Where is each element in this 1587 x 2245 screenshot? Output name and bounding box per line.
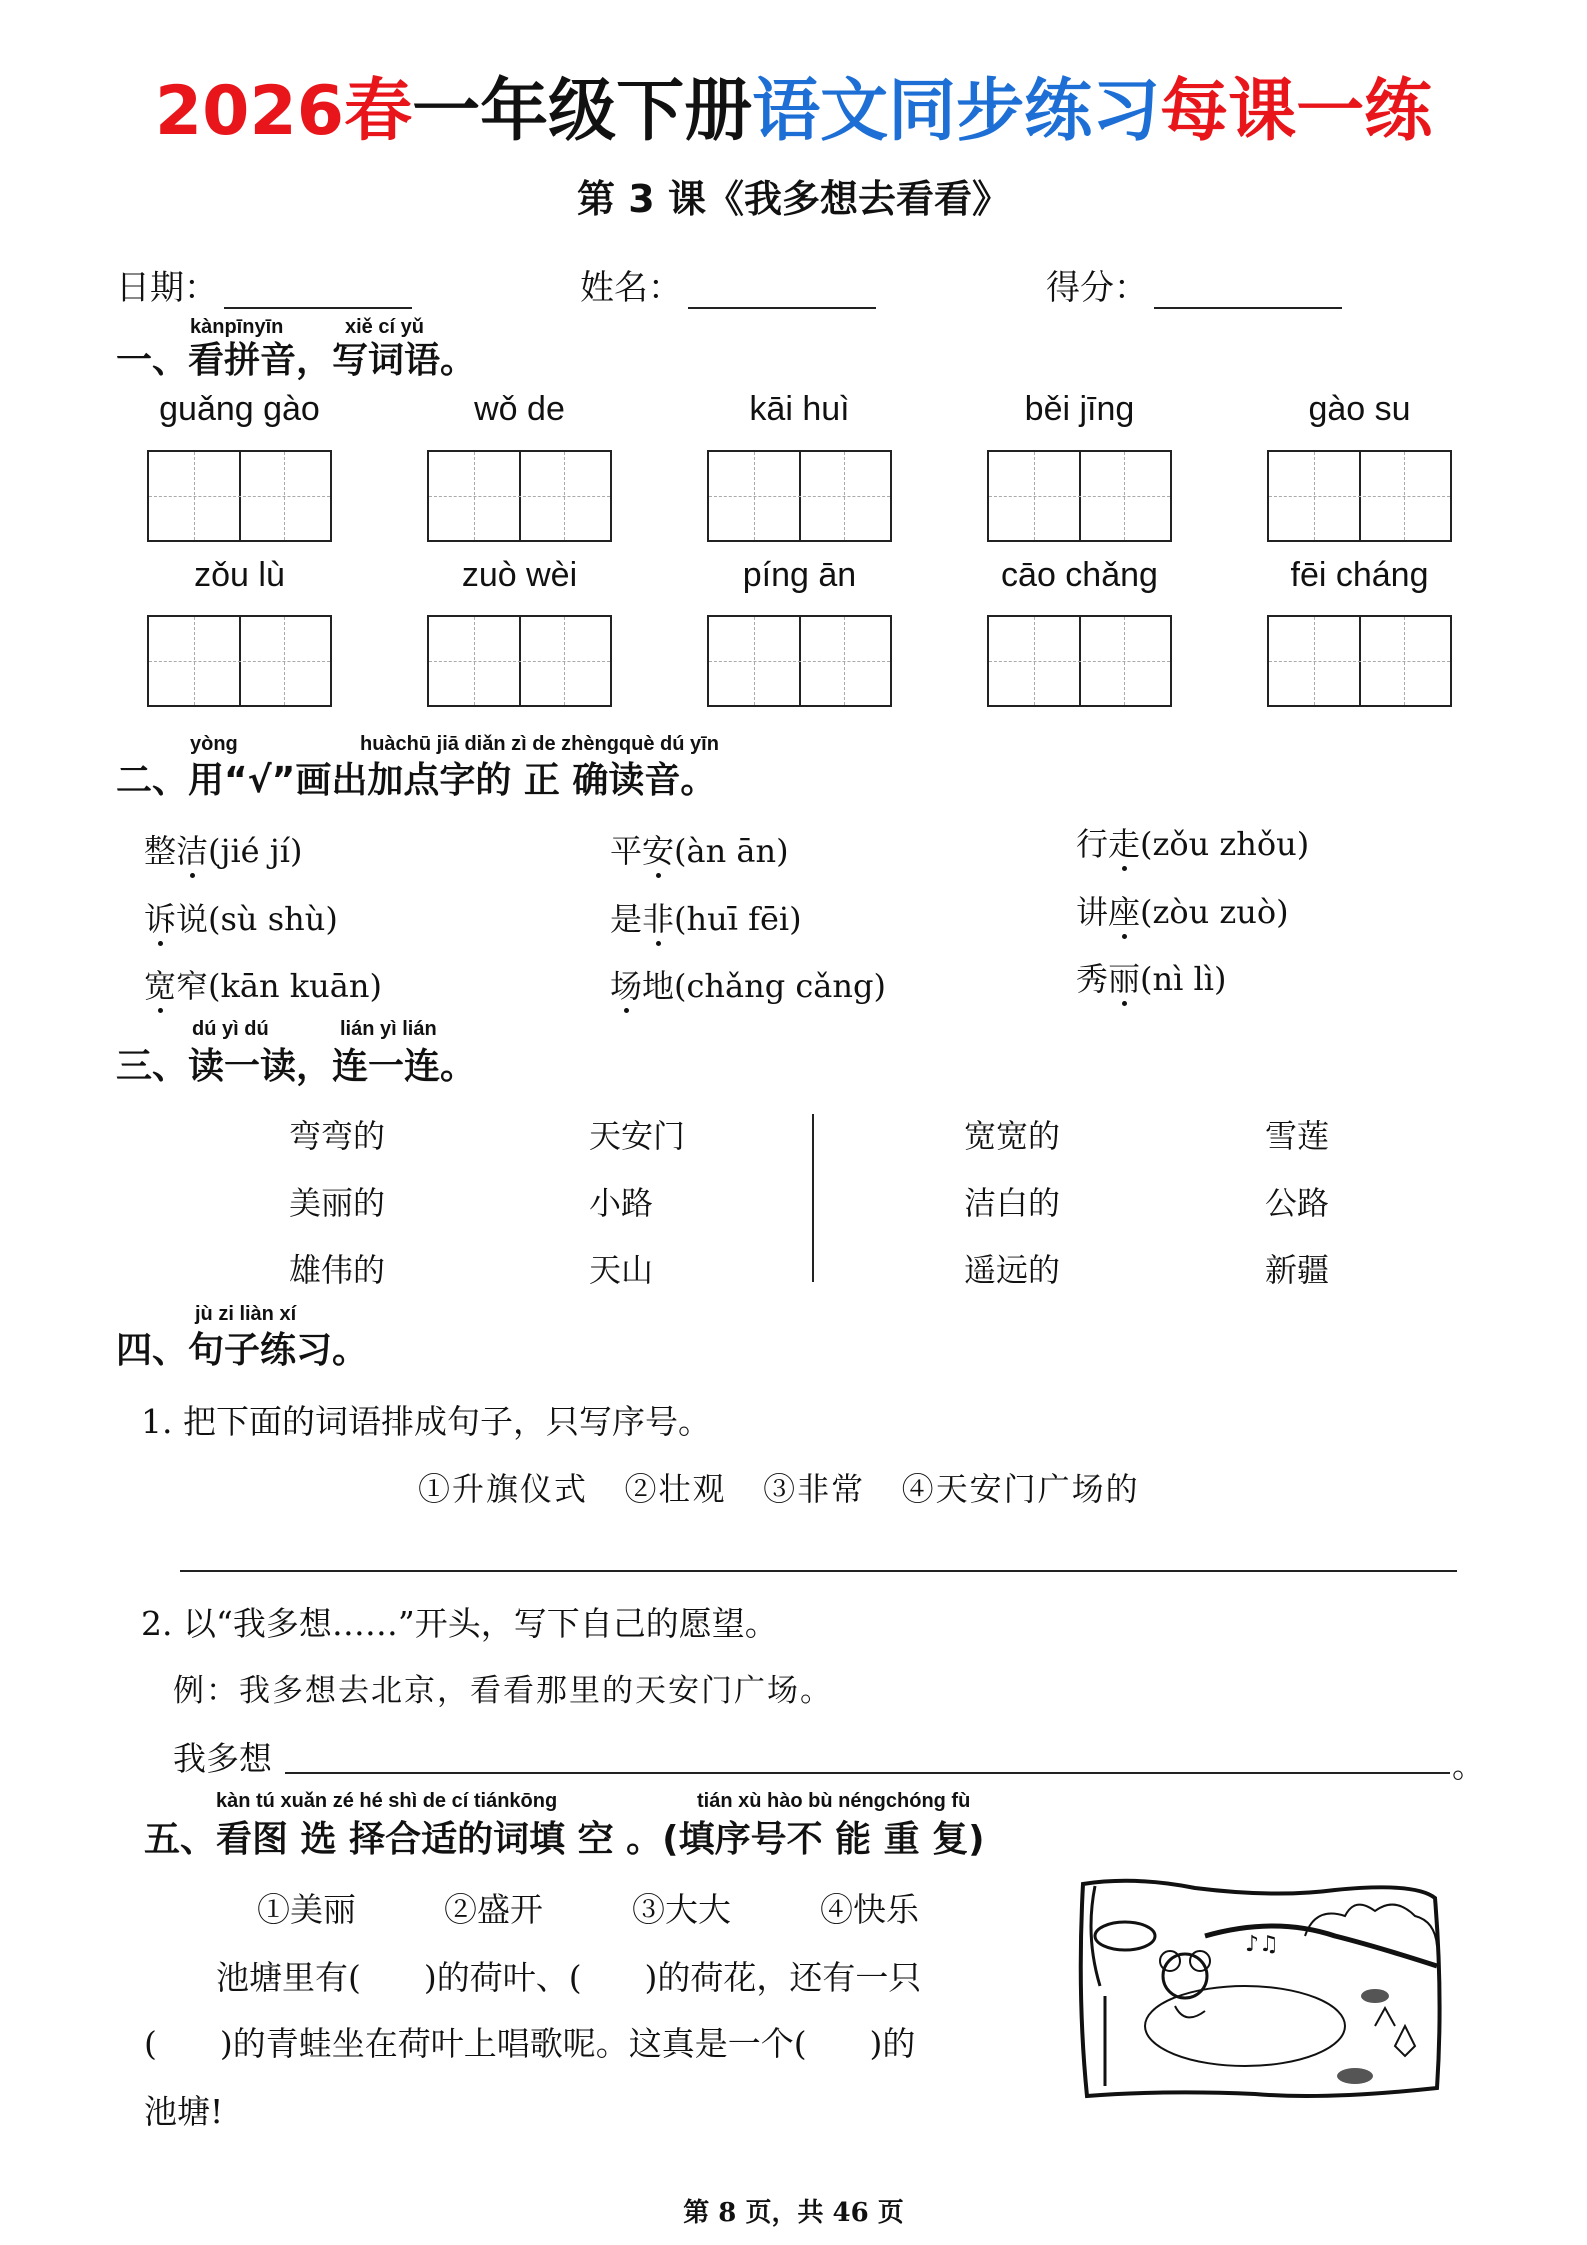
item-text: 平: [610, 832, 643, 870]
paragraph-line: 池塘!: [144, 2092, 224, 2131]
lesson-subtitle: 第 3 课《我多想去看看》: [577, 177, 1010, 221]
writing-box[interactable]: [987, 450, 1172, 542]
score-field[interactable]: [1046, 260, 1342, 309]
example-sentence: 例：我多想去北京，看看那里的天安门广场。: [173, 1673, 833, 1709]
match-word[interactable]: 洁白的: [964, 1184, 1061, 1222]
pronunciation-item[interactable]: [610, 961, 886, 1007]
pronunciation-item[interactable]: [144, 894, 338, 940]
match-word[interactable]: 宽宽的: [964, 1117, 1061, 1155]
dotted-character: 诉: [144, 900, 177, 938]
match-word[interactable]: 遥远的: [964, 1251, 1061, 1289]
s5-pinyin: tián xù hào bù néngchóng fù: [697, 1790, 971, 1812]
q1-answer-line[interactable]: [180, 1570, 1457, 1572]
pinyin-choices[interactable]: (huī fēi): [674, 900, 802, 938]
pinyin-choices[interactable]: 窄(kān kuān): [176, 967, 382, 1005]
writing-box[interactable]: [987, 615, 1172, 707]
dotted-character: 安: [642, 832, 675, 870]
match-word[interactable]: 天山: [589, 1251, 654, 1289]
s3-pinyin: lián yì lián: [340, 1018, 437, 1040]
s5-option: ①美丽: [257, 1890, 356, 1929]
word-pinyin: běi jīng: [1024, 390, 1135, 428]
question-2: 2. 以“我多想……”开头，写下自己的愿望。: [141, 1604, 778, 1643]
pinyin-choices[interactable]: (àn ān): [674, 832, 789, 870]
pronunciation-item[interactable]: [1076, 819, 1309, 865]
s5-pinyin: kàn tú xuǎn zé hé shì de cí tiánkōng: [216, 1790, 558, 1812]
match-word[interactable]: 天安门: [589, 1117, 686, 1155]
section-3-heading: 三、读一读，连一连。: [116, 1046, 477, 1087]
dotted-character: 非: [642, 900, 675, 938]
q2-answer-line[interactable]: [285, 1772, 1450, 1774]
s1-pinyin: kànpīnyīn: [190, 316, 284, 338]
word-pinyin: píng ān: [742, 556, 857, 594]
pinyin-choices[interactable]: 地(chǎng cǎng): [642, 967, 886, 1005]
word-pinyin: guǎng gào: [159, 390, 320, 428]
word-pinyin: zuò wèi: [461, 556, 578, 594]
title-part: 2026春: [154, 72, 413, 151]
s2-pinyin: huàchū jiā diǎn zì de zhèngquè dú yīn: [360, 733, 719, 755]
worksheet-title: [0, 72, 1587, 152]
section-2-heading: 二、用“√”画出加点字的 正 确读音。: [116, 760, 717, 801]
q1-option: ②壮观: [624, 1470, 727, 1508]
name-field[interactable]: [580, 260, 876, 309]
date-label: 日期：: [116, 268, 218, 308]
word-pinyin: cāo chǎng: [1001, 556, 1158, 594]
item-text: 秀: [1076, 960, 1109, 998]
answer-end: 。: [1452, 1746, 1485, 1785]
dotted-character: 宽: [144, 967, 177, 1005]
word-pinyin: kāi huì: [749, 390, 850, 428]
question-1: 1. 把下面的词语排成句子，只写序号。: [141, 1402, 711, 1441]
word-pinyin: wǒ de: [474, 390, 565, 428]
pronunciation-item[interactable]: [610, 826, 789, 872]
dotted-character: 场: [610, 967, 643, 1005]
page-footer: 第 8 页，共 46 页: [683, 2198, 904, 2228]
title-part: 一年级下册: [412, 72, 753, 151]
name-blank[interactable]: [688, 279, 876, 309]
title-part: 每课一练: [1160, 72, 1433, 151]
answer-prefix: 我多想: [173, 1739, 272, 1778]
match-word[interactable]: 雄伟的: [289, 1251, 386, 1289]
q1-option: ①升旗仪式: [418, 1470, 589, 1508]
word-pinyin: fēi cháng: [1290, 556, 1429, 594]
dotted-character: 丽: [1108, 960, 1141, 998]
section-5-heading: 五、看图 选 择合适的词填 空 。(填序号不 能 重 复): [144, 1819, 985, 1860]
pinyin-choices[interactable]: (nì lì): [1140, 960, 1227, 998]
match-word[interactable]: 小路: [589, 1184, 654, 1222]
score-label: 得分：: [1046, 268, 1148, 308]
dotted-character: 洁: [176, 832, 209, 870]
frog-pond-illustration: [1075, 1876, 1445, 2106]
name-label: 姓名：: [580, 268, 682, 308]
pinyin-choices[interactable]: 说(sù shù): [176, 900, 338, 938]
s5-option: ③大大: [632, 1890, 731, 1929]
word-pinyin: gào su: [1308, 390, 1411, 428]
date-blank[interactable]: [224, 279, 412, 309]
q1-options: [418, 1464, 1140, 1510]
word-pinyin: zǒu lù: [194, 556, 285, 594]
matching-divider: [812, 1114, 814, 1282]
writing-box[interactable]: [707, 450, 892, 542]
pronunciation-item[interactable]: [1076, 887, 1289, 933]
s4-pinyin: jù zi liàn xí: [195, 1303, 297, 1325]
s2-pinyin: yòng: [190, 733, 238, 755]
writing-box[interactable]: [427, 450, 612, 542]
title-part: 语文同步练习: [752, 72, 1161, 151]
s5-option: ②盛开: [444, 1890, 543, 1929]
pinyin-choices[interactable]: (zǒu zhǒu): [1140, 825, 1310, 863]
s3-pinyin: dú yì dú: [192, 1018, 269, 1040]
score-blank[interactable]: [1154, 279, 1342, 309]
dotted-character: 走: [1108, 825, 1141, 863]
match-word[interactable]: 新疆: [1265, 1251, 1330, 1289]
q1-option: ④天安门广场的: [901, 1470, 1140, 1508]
s5-option: ④快乐: [820, 1890, 919, 1929]
pronunciation-item[interactable]: [610, 894, 802, 940]
match-word[interactable]: 公路: [1265, 1184, 1330, 1222]
writing-box[interactable]: [1267, 615, 1452, 707]
writing-box[interactable]: [147, 450, 332, 542]
writing-box[interactable]: [707, 615, 892, 707]
item-text: 行: [1076, 825, 1109, 863]
paragraph-line: 池塘里有( )的荷叶、( )的荷花，还有一只: [216, 1958, 922, 1997]
writing-box[interactable]: [147, 615, 332, 707]
item-text: 是: [610, 900, 643, 938]
pronunciation-item[interactable]: [1076, 954, 1226, 1000]
writing-box[interactable]: [427, 615, 612, 707]
match-word[interactable]: 美丽的: [289, 1184, 386, 1222]
match-word[interactable]: 弯弯的: [289, 1117, 386, 1155]
item-text: 讲: [1076, 893, 1109, 931]
pinyin-choices[interactable]: (jié jí): [208, 832, 303, 870]
paragraph-line: ( )的青蛙坐在荷叶上唱歌呢。这真是一个( )的: [144, 2024, 916, 2063]
s1-pinyin: xiě cí yǔ: [345, 316, 424, 338]
pronunciation-item[interactable]: [144, 826, 302, 872]
pronunciation-item[interactable]: [144, 961, 382, 1007]
dotted-character: 座: [1108, 893, 1141, 931]
section-1-heading: 一、看拼音，写词语。: [116, 340, 477, 381]
pinyin-choices[interactable]: (zòu zuò): [1140, 893, 1289, 931]
writing-box[interactable]: [1267, 450, 1452, 542]
section-4-heading: 四、句子练习。: [116, 1330, 369, 1371]
item-text: 整: [144, 832, 177, 870]
q1-option: ③非常: [763, 1470, 866, 1508]
svg-text:♪♫: ♪♫: [1245, 1932, 1279, 1957]
date-field[interactable]: [116, 260, 412, 309]
match-word[interactable]: 雪莲: [1265, 1117, 1330, 1155]
